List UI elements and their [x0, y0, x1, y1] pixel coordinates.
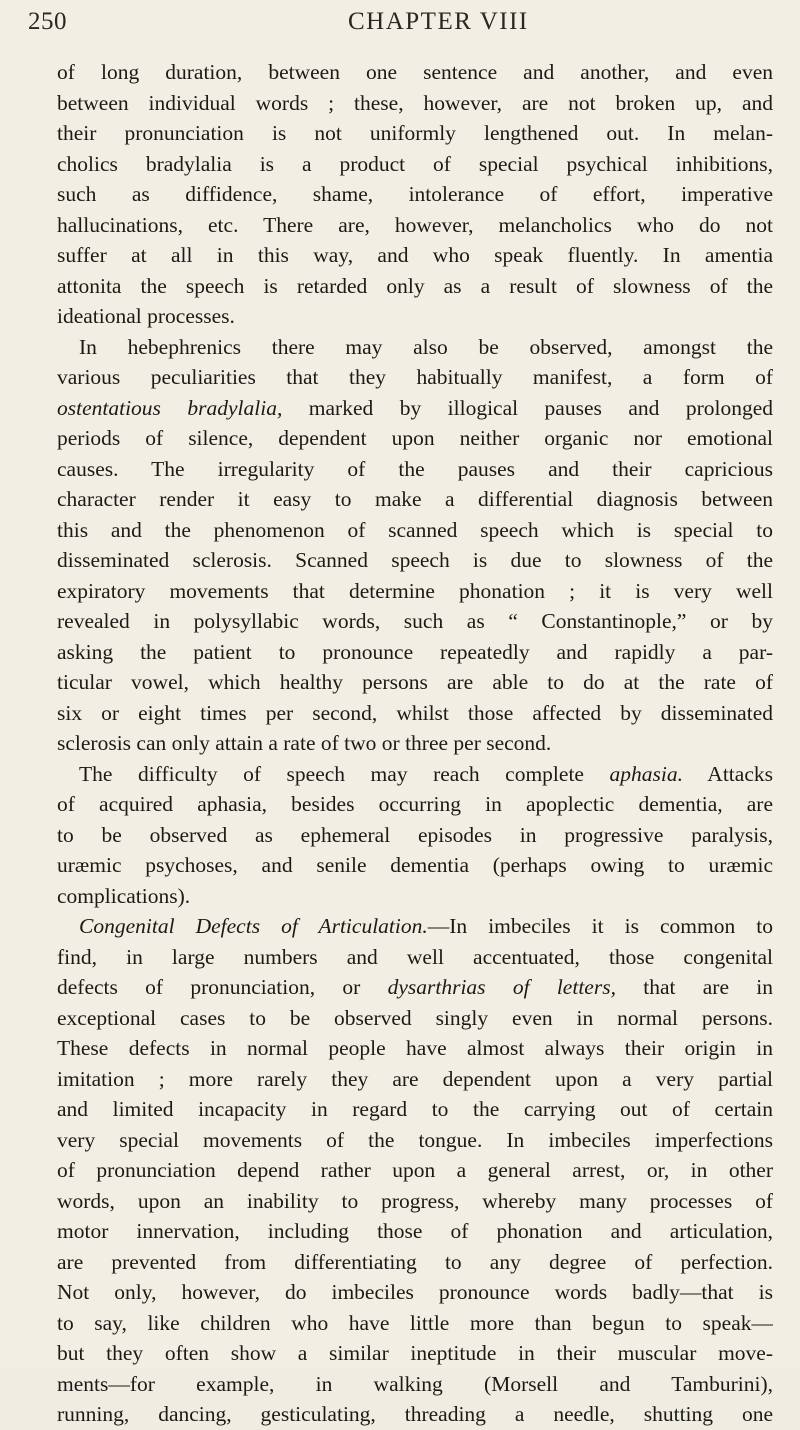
- text-segment: uræmic psychoses, and senile dementia (perhaps owing to uræmic: [57, 853, 773, 877]
- text-segment: and limited incapacity in regard to the carrying out of certain: [57, 1097, 773, 1121]
- text-segment: cholics bradylalia is a product of special psychical inhibitions,: [57, 151, 773, 176]
- italic-text: dysarthrias of letters,: [387, 975, 616, 999]
- text-line: [57, 1125, 773, 1156]
- text-line: [57, 118, 773, 149]
- text-line: [57, 820, 773, 851]
- text-segment: In hebephrenics there may also be observed, amongst the: [79, 334, 773, 359]
- text-line: [57, 271, 773, 302]
- text-segment: words, upon an inability to progress, whereby many processes of: [57, 1188, 773, 1213]
- text-segment: running, dancing, gesticulating, threading a needle, shutting one: [57, 1402, 773, 1426]
- text-line: [57, 484, 773, 515]
- text-line: [57, 576, 773, 607]
- text-segment: Not only, however, do imbeciles pronounce words badly—that is: [57, 1280, 773, 1304]
- text-line: [57, 1308, 773, 1339]
- text-segment: Attacks: [682, 761, 773, 786]
- text-line: [57, 789, 773, 820]
- text-segment: to be observed as ephemeral episodes in progressive paralysis,: [57, 822, 773, 847]
- text-segment: periods of silence, dependent upon neither organic nor emotional: [57, 426, 773, 450]
- text-segment: expiratory movements that determine phonation ; it is very well: [57, 578, 773, 603]
- text-line: [57, 881, 773, 912]
- text-segment: sclerosis can only attain a rate of two or three per second.: [57, 731, 552, 755]
- text-segment: between individual words ; these, however, are not broken up, and: [57, 90, 773, 115]
- text-segment: six or eight times per second, whilst those affected by disseminated: [57, 700, 773, 725]
- text-line: [57, 362, 773, 393]
- text-line: [57, 1216, 773, 1247]
- text-line: [57, 1033, 773, 1064]
- text-segment: motor innervation, including those of phonation and articulation,: [57, 1219, 773, 1243]
- text-line: [57, 1338, 773, 1369]
- text-line: [57, 301, 773, 332]
- page-header: [28, 8, 760, 48]
- text-line: [57, 942, 773, 973]
- text-segment: are prevented from differentiating to any degree of perfection.: [57, 1249, 773, 1274]
- text-line: [57, 637, 773, 668]
- text-line: [57, 1186, 773, 1217]
- text-segment: complications).: [57, 883, 191, 908]
- text-segment: of acquired aphasia, besides occurring in apoplectic dementia, are: [57, 792, 773, 816]
- text-segment: exceptional cases to be observed singly even in normal persons.: [57, 1005, 773, 1030]
- text-line: [57, 606, 773, 637]
- text-line: [57, 240, 773, 271]
- text-line: [57, 1094, 773, 1125]
- text-segment: disseminated sclerosis. Scanned speech is due to slowness of the: [57, 548, 773, 572]
- text-segment: marked by illogical pauses and prolonged: [282, 395, 773, 420]
- text-line: [57, 57, 773, 88]
- text-segment: defects of pronunciation, or: [57, 975, 388, 999]
- text-segment: ments—for example, in walking (Morsell and Tamburini),: [57, 1371, 773, 1396]
- text-line: [57, 972, 773, 1003]
- text-line: [57, 454, 773, 485]
- text-segment: of pronunciation depend rather upon a general arrest, or, in other: [57, 1158, 773, 1182]
- text-segment: ticular vowel, which healthy persons are able to do at the rate of: [57, 670, 773, 694]
- running-head: CHAPTER VIII: [348, 8, 529, 35]
- text-line: [57, 667, 773, 698]
- body-text: [57, 57, 773, 1430]
- text-line: [57, 1399, 773, 1430]
- text-line: [57, 1064, 773, 1095]
- text-segment: of long duration, between one sentence and another, and even: [57, 60, 773, 84]
- text-line: [57, 332, 773, 363]
- text-line: [57, 149, 773, 180]
- text-line: [57, 179, 773, 210]
- text-segment: asking the patient to pronounce repeatedly and rapidly a par-: [57, 639, 773, 664]
- text-segment: that are in: [615, 975, 773, 999]
- text-segment: to say, like children who have little more than begun to speak—: [57, 1310, 773, 1335]
- page-number: 250: [28, 8, 67, 35]
- text-segment: imitation ; more rarely they are dependent upon a very partial: [57, 1066, 773, 1091]
- text-line: [57, 759, 773, 790]
- text-line: [57, 1155, 773, 1186]
- text-segment: their pronunciation is not uniformly lengthened out. In melan-: [57, 121, 773, 145]
- text-line: [57, 1003, 773, 1034]
- text-line: [57, 393, 773, 424]
- text-segment: causes. The irregularity of the pauses and their capricious: [57, 456, 773, 481]
- text-line: [57, 423, 773, 454]
- text-line: [57, 1247, 773, 1278]
- text-segment: very special movements of the tongue. In imbeciles imperfections: [57, 1127, 773, 1152]
- text-segment: ideational processes.: [57, 304, 235, 328]
- text-segment: —In imbeciles it is common to: [427, 914, 773, 938]
- text-segment: attonita the speech is retarded only as a result of slowness of the: [57, 273, 773, 298]
- text-segment: this and the phenomenon of scanned speech which is special to: [57, 517, 773, 542]
- text-segment: The difficulty of speech may reach complete: [79, 761, 610, 786]
- italic-text: Congenital Defects of Articulation.: [79, 914, 428, 938]
- italic-text: ostentatious bradylalia,: [57, 395, 283, 420]
- text-segment: but they often show a similar ineptitude in their muscular move-: [57, 1341, 773, 1365]
- text-line: [57, 911, 773, 942]
- text-line: [57, 698, 773, 729]
- text-segment: character render it easy to make a differential diagnosis between: [57, 487, 773, 511]
- text-segment: revealed in polysyllabic words, such as “ Constantinople,” or by: [57, 609, 773, 633]
- text-line: [57, 545, 773, 576]
- text-line: [57, 850, 773, 881]
- text-segment: These defects in normal people have almost always their origin in: [57, 1036, 773, 1060]
- text-line: [57, 1369, 773, 1400]
- text-line: [57, 515, 773, 546]
- text-line: [57, 1277, 773, 1308]
- text-segment: hallucinations, etc. There are, however, melancholics who do not: [57, 212, 773, 237]
- text-line: [57, 88, 773, 119]
- text-segment: suffer at all in this way, and who speak fluently. In amentia: [57, 243, 773, 267]
- text-segment: various peculiarities that they habitually manifest, a form of: [57, 365, 773, 389]
- text-segment: find, in large numbers and well accentuated, those congenital: [57, 944, 773, 969]
- text-line: [57, 210, 773, 241]
- italic-text: aphasia.: [609, 761, 683, 786]
- text-line: [57, 728, 773, 759]
- text-segment: such as diffidence, shame, intolerance of effort, imperative: [57, 182, 773, 206]
